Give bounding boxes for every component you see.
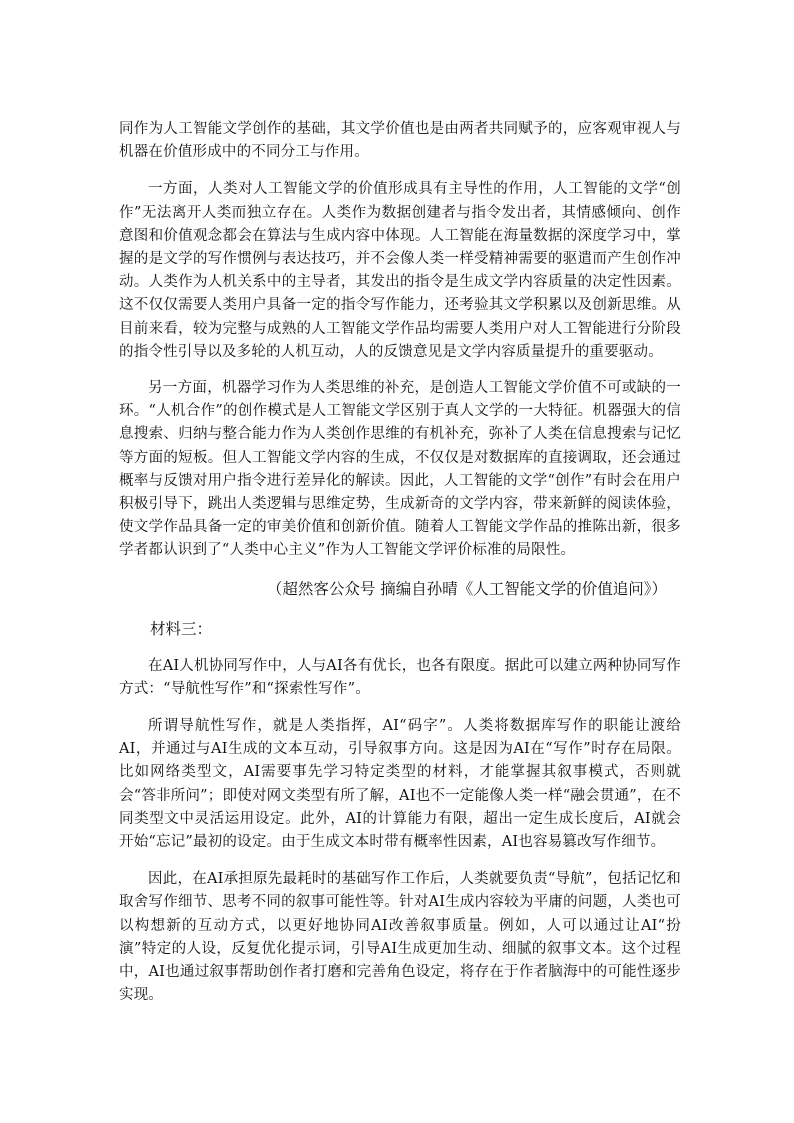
- paragraph-human-leading-role: 一方面，人类对人工智能文学的价值形成具有主导性的作用，人工智能的文学“创作”无法离开人类而独立存在。人类作为数据创建者与指令发出者，其情感倾向、创作意图和价值观念都会在算法与生成内容中体现。人工智能在海量数据的深度学习中，掌握的是文学的写作惯例与表达技巧，并不会像人类一样受精神需要的驱遣而产生创作冲动。人类作为人机关系中的主导者，其发出的指令是生成文学内容质量的决定性因素。这不仅仅需要人类用户具备一定的指令写作能力，还考验其文学积累以及创新思维。从目前来看，较为完整与成熟的人工智能文学作品均需要人类用户对人工智能进行分阶段的指令性引导以及多轮的人机互动，人的反馈意见是文学内容质量提升的重要驱动。: [119, 181, 681, 360]
- material-three-heading: 材料三：: [150, 619, 213, 638]
- paragraph-machine-learning-complement: 另一方面，机器学习作为人类思维的补充，是创造人工智能文学价值不可或缺的一环。“人机合作”的创作模式是人工智能文学区别于真人文学的一大特征。机器强大的信息搜索、归纳与整合能力作为人类创作思维的有机补充，弥补了人类在信息搜索与记忆等方面的短板。但人工智能文学内容的生成，不仅仅是对数据库的直接调取，还会通过概率与反馈对用户指令进行差异化的解读。因此，人工智能的文学“创作”有时会在用户积极引导下，跳出人类逻辑与思维定势，生成新奇的文学内容，带来新鲜的阅读体验，使文学作品具备一定的审美价值和创新价值。随着人工智能文学作品的推陈出新，很多学者都认识到了“人类中心主义”作为人工智能文学评价标准的局限性。: [119, 380, 681, 559]
- source-citation: （超然客公众号 摘编自孙晴《人工智能文学的价值追问》）: [266, 579, 667, 598]
- paragraph-two-writing-modes: 在AI人机协同写作中，人与AI各有优长，也各有限度。据此可以建立两种协同写作方式：“导航性写作”和“探索性写作”。: [119, 657, 681, 697]
- paragraph-navigational-writing: 所谓导航性写作，就是人类指挥，AI“码字”。人类将数据库写作的职能让渡给AI，并通过与AI生成的文本互动，引导叙事方向。这是因为AI在“写作”时存在局限。比如网络类型文，AI需要事先学习特定类型的材料，才能掌握其叙事模式，否则就会“答非所问”；即使对网文类型有所了解，AI也不一定能像人类一样“融会贯通”，在不同类型文中灵活运用设定。此外，AI的计算能力有限，超出一定生成长度后，AI就会开始“忘记”最初的设定。由于生成文本时带有概率性因素，AI也容易篡改写作细节。: [119, 718, 681, 851]
- document-page: [119, 118, 681, 1008]
- paragraph-continuation: 同作为人工智能文学创作的基础，其文学价值也是由两者共同赋予的，应客观审视人与机器在价值形成中的不同分工与作用。: [119, 121, 681, 161]
- paragraph-human-navigation: 因此，在AI承担原先最耗时的基础写作工作后，人类就要负责“导航”，包括记忆和取舍写作细节、思考不同的叙事可能性等。针对AI生成内容较为平庸的问题，人类也可以构想新的互动方式，以更好地协同AI改善叙事质量。例如，人可以通过让AI“扮演”特定的人设，反复优化提示词，引导AI生成更加生动、细腻的叙事文本。这个过程中，AI也通过叙事帮助创作者打磨和完善角色设定，将存在于作者脑海中的可能性逐步实现。: [119, 871, 681, 1004]
